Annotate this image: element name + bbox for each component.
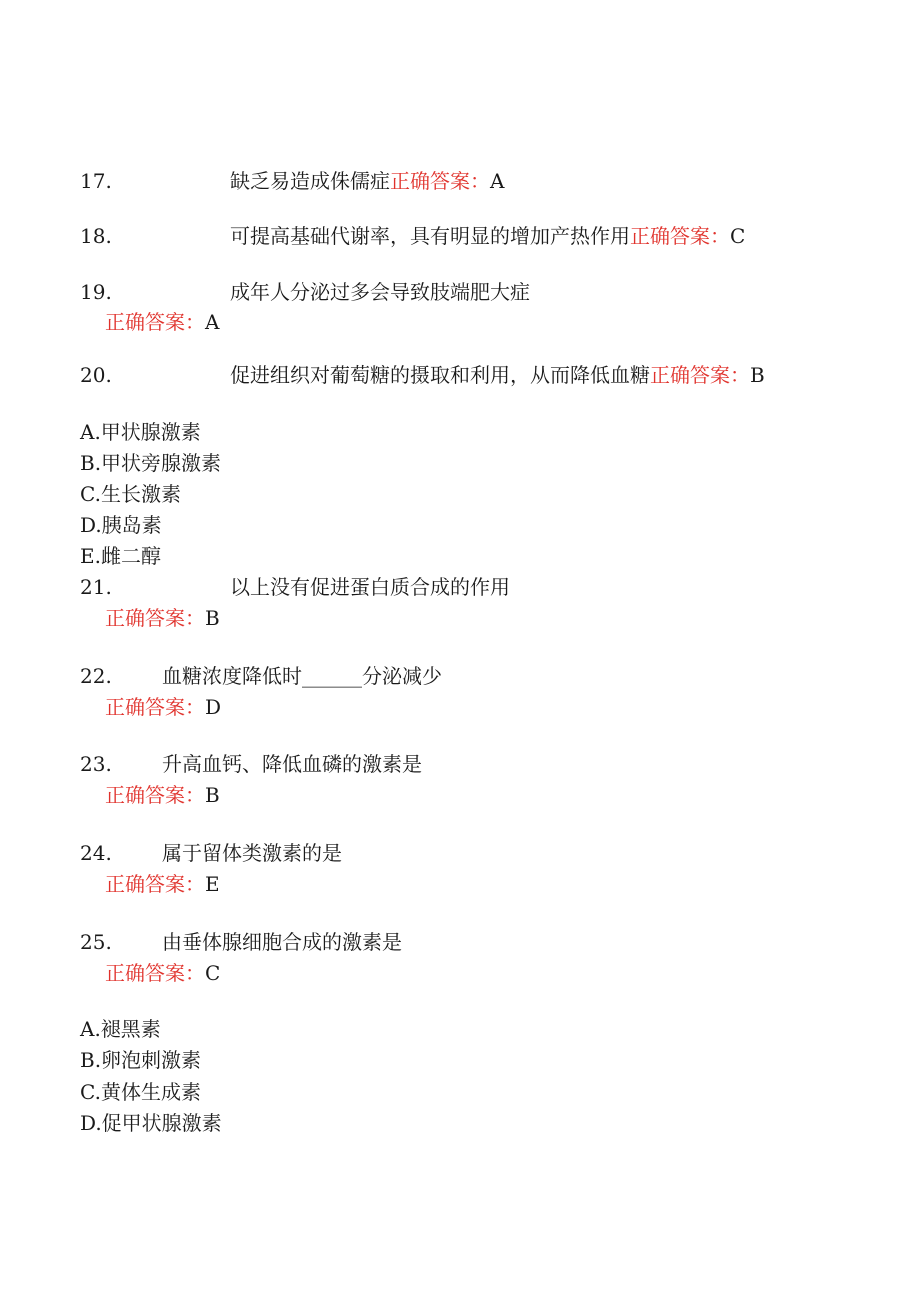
answer-letter: B [750, 363, 765, 387]
answer-letter: B [205, 606, 220, 630]
question-number: 18. [80, 224, 112, 248]
answer-label: 正确答案： [390, 169, 490, 193]
question-number: 19. [80, 280, 112, 304]
answer-letter: C [730, 224, 746, 248]
answer-letter: C [205, 961, 221, 985]
answer-label: 正确答案： [105, 783, 205, 807]
question-number: 20. [80, 363, 112, 387]
answer-label: 正确答案： [105, 961, 205, 985]
option-item: A.甲状腺激素 [80, 420, 201, 444]
question-number: 17. [80, 169, 112, 193]
answer-line-25 [105, 960, 220, 986]
question-text: 成年人分泌过多会导致肢端肥大症 [230, 280, 530, 304]
answer-letter: B [205, 783, 220, 807]
answer-line-24 [105, 871, 220, 897]
question-number: 21. [80, 575, 112, 599]
option-item: B.卵泡刺激素 [80, 1048, 202, 1072]
answer-line-21 [105, 605, 220, 631]
answer-letter: E [205, 872, 220, 896]
option-item: D.促甲状腺激素 [80, 1111, 222, 1135]
answer-line-23 [105, 782, 220, 808]
question-text: 属于留体类激素的是 [162, 841, 342, 865]
answer-label: 正确答案： [105, 872, 205, 896]
question-body [230, 223, 745, 249]
answer-line-19 [105, 309, 219, 335]
question-body [230, 168, 504, 194]
question-text: 缺乏易造成侏儒症 [230, 169, 390, 193]
question-text: 可提高基础代谢率，具有明显的增加产热作用 [230, 224, 630, 248]
question-number: 22. [80, 664, 112, 688]
answer-line-22 [105, 694, 221, 720]
answer-label: 正确答案： [105, 695, 205, 719]
answer-letter: A [490, 169, 505, 193]
answer-label: 正确答案： [105, 310, 205, 334]
option-item: C.生长激素 [80, 482, 181, 506]
question-body [230, 362, 765, 388]
question-number: 25. [80, 930, 112, 954]
option-item: D.胰岛素 [80, 513, 162, 537]
question-number: 24. [80, 841, 112, 865]
answer-letter: A [205, 310, 220, 334]
question-text: 促进组织对葡萄糖的摄取和利用，从而降低血糖 [230, 363, 650, 387]
option-item: B.甲状旁腺激素 [80, 451, 222, 475]
question-text: 以上没有促进蛋白质合成的作用 [230, 575, 510, 599]
answer-label: 正确答案： [630, 224, 730, 248]
question-text: 升高血钙、降低血磷的激素是 [162, 752, 422, 776]
answer-letter: D [205, 695, 222, 719]
option-item: A.褪黑素 [80, 1017, 161, 1041]
question-text: 血糖浓度降低时______分泌减少 [162, 664, 442, 688]
question-number: 23. [80, 752, 112, 776]
answer-label: 正确答案： [105, 606, 205, 630]
option-item: C.黄体生成素 [80, 1080, 201, 1104]
question-text: 由垂体腺细胞合成的激素是 [162, 930, 402, 954]
option-item: E.雌二醇 [80, 544, 161, 568]
answer-label: 正确答案： [650, 363, 750, 387]
